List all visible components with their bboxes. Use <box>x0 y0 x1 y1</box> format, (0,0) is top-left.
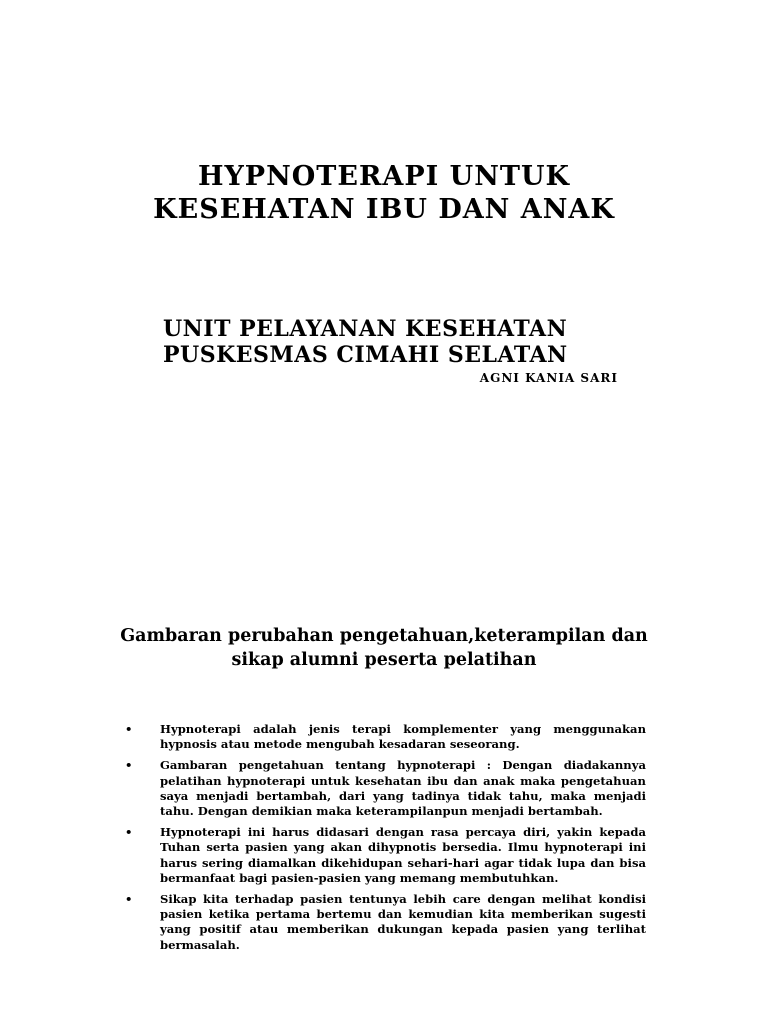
title-line-1: HYPNOTERAPI UNTUK <box>197 161 570 192</box>
bullet-icon: • <box>125 825 133 840</box>
heading-line-1: Gambaran perubahan pengetahuan,keterampilan dan <box>120 626 648 646</box>
list-item <box>120 825 646 886</box>
bullet-icon: • <box>125 758 133 773</box>
subtitle <box>163 316 568 368</box>
section-heading <box>0 624 768 672</box>
list-item-text: Gambaran pengetahuan tentang hypnoterapi : Dengan diadakannya pelatihan hypnoterapi untuk kesehatan ibu dan anak maka pengetahuan saya menjadi bertambah, dari yang tadinya tidak tahu, maka menjadi tahu. Dengan demikian maka keterampilanpun menjadi bertambah. <box>160 758 646 819</box>
bullet-icon: • <box>125 892 133 907</box>
document-title <box>0 160 768 226</box>
bullet-list <box>120 722 646 959</box>
list-item <box>120 722 646 752</box>
list-item-text: Hypnoterapi adalah jenis terapi komplementer yang menggunakan hypnosis atau metode mengubah kesadaran seseorang. <box>160 722 646 752</box>
author-name: AGNI KANIA SARI <box>479 371 618 385</box>
list-item-text: Hypnoterapi ini harus didasari dengan rasa percaya diri, yakin kepada Tuhan serta pasien yang akan dihypnotis bersedia. Ilmu hypnoterapi ini harus sering diamalkan dikehidupan sehari-hari agar tidak lupa dan bisa bermanfaat bagi pasien-pasien yang memang membutuhkan. <box>160 825 646 885</box>
bullet-icon: • <box>125 722 133 736</box>
subtitle-line-2: PUSKESMAS CIMAHI SELATAN <box>163 342 568 368</box>
subtitle-line-1: UNIT PELAYANAN KESEHATAN <box>163 316 568 342</box>
title-line-2: KESEHATAN IBU DAN ANAK <box>153 194 615 225</box>
list-item <box>120 892 646 953</box>
heading-line-2: sikap alumni peserta pelatihan <box>231 650 537 670</box>
list-item-text: Sikap kita terhadap pasien tentunya lebih care dengan melihat kondisi pasien ketika pertama bertemu dan kemudian kita memberikan sugesti yang positif atau memberikan dukungan kepada pasien yang terlihat bermasalah. <box>160 892 646 952</box>
list-item <box>120 758 646 819</box>
